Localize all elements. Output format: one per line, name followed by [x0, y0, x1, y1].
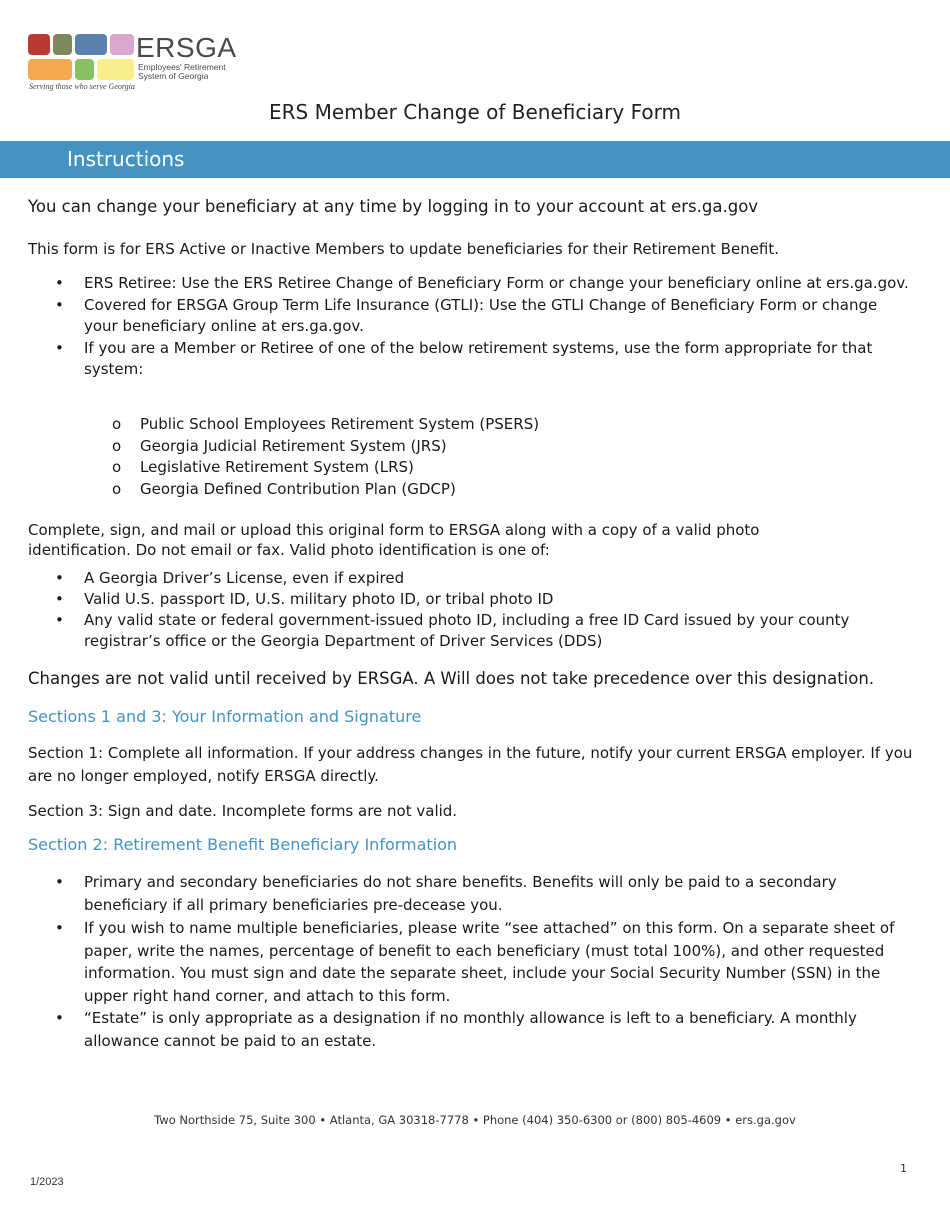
list-item-text: If you wish to name multiple beneficiaries, please write “see attached” on this form. On a separate sheet of paper, write the names, percentage of benefit to each beneficiary (must total 100%), and other requested information. You must sign and date the separate sheet, include your Social Security Number (SSN) in the upper right hand corner, and attach to this form. [84, 919, 895, 1005]
section-1-text: Section 1: Complete all information. If your address changes in the future, notify your current ERSGA employer. If you are no longer employed, notify ERSGA directly. [28, 744, 913, 785]
page-number: 1 [900, 1162, 907, 1175]
list-item: • Valid U.S. passport ID, U.S. military photo ID, or tribal photo ID [55, 590, 554, 608]
list-item: o Legislative Retirement System (LRS) [112, 458, 414, 476]
list-item-text: Any valid state or federal government-issued photo ID, including a free ID Card issued by your county registrar’s office or the Georgia Department of Driver Services (DDS) [84, 611, 850, 650]
list-item: o Public School Employees Retirement System (PSERS) [112, 415, 540, 433]
list-item-text: Public School Employees Retirement System (PSERS) [140, 415, 540, 433]
page-title: ERS Member Change of Beneficiary Form [269, 100, 681, 124]
intro-bullet-list [55, 273, 915, 380]
list-item-text: ERS Retiree: Use the ERS Retiree Change of Beneficiary Form or change your beneficiary online at ers.ga.gov. [84, 274, 909, 292]
logo-tile [28, 59, 72, 80]
footer-address: Two Northside 75, Suite 300 • Atlanta, GA 30318-7778 • Phone (404) 350-6300 or (800) 805-4609 • ers.ga.gov [154, 1113, 796, 1127]
logo-tile [75, 59, 94, 80]
list-item-text: Georgia Defined Contribution Plan (GDCP) [140, 479, 456, 498]
list-item-text: Primary and secondary beneficiaries do not share benefits. Benefits will only be paid to a secondary beneficiary if all primary beneficiaries pre-decease you. [84, 873, 837, 914]
list-item-text: A Georgia Driver’s License, even if expired [84, 569, 405, 587]
list-item-text: Covered for ERSGA Group Term Life Insurance (GTLI): Use the GTLI Change of Beneficiary Form or change your beneficiary online at ers.ga.gov. [84, 296, 878, 335]
list-item-text: Legislative Retirement System (LRS) [140, 458, 414, 476]
list-item: • “Estate” is only appropriate as a designation if no monthly allowance is left to a beneficiary. A monthly allowance cannot be paid to an estate. [55, 1009, 857, 1050]
submit-instructions [28, 520, 759, 560]
section-1-3-heading: Sections 1 and 3: Your Information and Signature [28, 707, 422, 726]
list-item: • Any valid state or federal government-issued photo ID, including a free ID Card issued by your county registrar’s office or the Georgia Department of Driver Services (DDS) [55, 611, 850, 650]
list-item-text: “Estate” is only appropriate as a designation if no monthly allowance is left to a beneficiary. A monthly allowance cannot be paid to an estate. [84, 1009, 857, 1050]
banner-label: Instructions [67, 147, 185, 171]
intro-lead: You can change your beneficiary at any time by logging in to your account at ers.ga.gov [28, 197, 759, 216]
logo-subtitle-line: Employees' Retirement [138, 62, 226, 72]
list-item: • A Georgia Driver’s License, even if expired [55, 569, 405, 587]
list-item-text: If you are a Member or Retiree of one of the below retirement systems, use the form appropriate for that system: [84, 339, 873, 378]
logo-brand: ERSGA [136, 32, 237, 63]
list-item: o Georgia Defined Contribution Plan (GDCP) [112, 479, 456, 498]
list-item: • If you wish to name multiple beneficiaries, please write “see attached” on this form. On a separate sheet of paper, write the names, percentage of benefit to each beneficiary (must total 100%), and other requested information. You must sign and date the separate sheet, include your Social Security Number (SSN) in the upper right hand corner, and attach to this form. [55, 919, 895, 1005]
list-item: • If you are a Member or Retiree of one of the below retirement systems, use the form appropriate for that system: [55, 339, 873, 378]
submit-line: Complete, sign, and mail or upload this original form to ERSGA along with a copy of a valid photo [28, 521, 760, 539]
intro-body: This form is for ERS Active or Inactive Members to update beneficiaries for their Retirement Benefit. [28, 240, 780, 258]
logo-tile [110, 34, 134, 55]
logo-subtitle-line: System of Georgia [138, 71, 209, 81]
section-3-text: Section 3: Sign and date. Incomplete forms are not valid. [28, 802, 458, 820]
list-item-text: Valid U.S. passport ID, U.S. military photo ID, or tribal photo ID [84, 590, 554, 608]
section-2-heading: Section 2: Retirement Benefit Beneficiary Information [28, 835, 458, 854]
list-item: • Primary and secondary beneficiaries do not share benefits. Benefits will only be paid to a secondary beneficiary if all primary beneficiaries pre-decease you. [55, 873, 837, 914]
form-date: 1/2023 [30, 1176, 64, 1188]
list-item: • ERS Retiree: Use the ERS Retiree Change of Beneficiary Form or change your beneficiary online at ers.ga.gov. [55, 274, 909, 292]
submit-line: identification. Do not email or fax. Valid photo identification is one of: [28, 541, 550, 559]
section-2-bullet-list [55, 871, 915, 1053]
ersga-logo [27, 33, 239, 93]
id-bullet-list [55, 568, 915, 652]
list-item: • Covered for ERSGA Group Term Life Insurance (GTLI): Use the GTLI Change of Beneficiary Form or change your beneficiary online at ers.ga.gov. [55, 296, 878, 335]
instructions-banner [0, 141, 950, 178]
list-item: o Georgia Judicial Retirement System (JRS) [112, 436, 447, 455]
retirement-systems-list [112, 414, 539, 500]
logo-tile [75, 34, 107, 55]
logo-tile [53, 34, 72, 55]
list-item-text: Georgia Judicial Retirement System (JRS) [140, 436, 447, 455]
changes-note: Changes are not valid until received by ERSGA. A Will does not take precedence over this designation. [28, 669, 875, 688]
logo-subtitle [138, 63, 238, 81]
logo-tile [28, 34, 50, 55]
logo-tagline: Serving those who serve Georgia [29, 82, 135, 91]
logo-tile [97, 59, 134, 80]
